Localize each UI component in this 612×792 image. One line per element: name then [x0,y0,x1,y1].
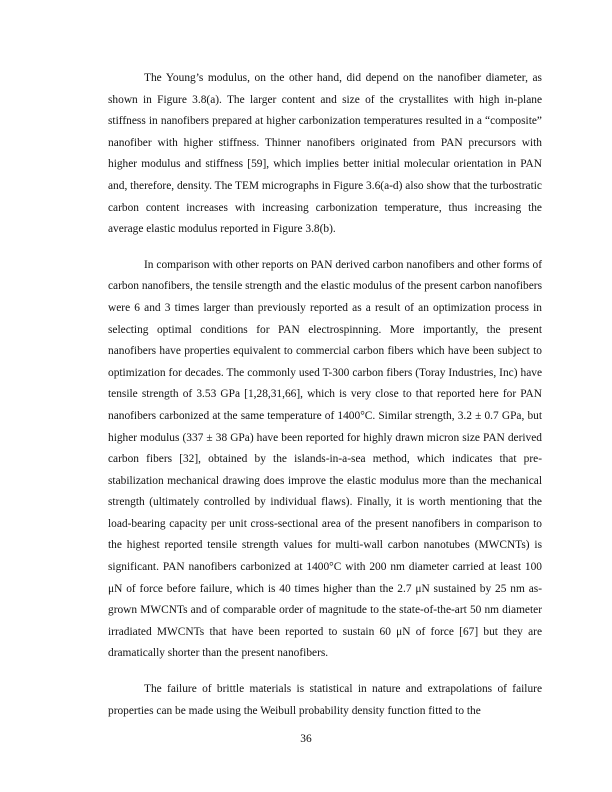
paragraph-comparison: In comparison with other reports on PAN derived carbon nanofibers and other forms of carbon nanofibers, the tensile strength and the elastic modulus of the present carbon nanofibers were 6 and 3 times larger than previously reported as a result of an optimization process in selecting optimal conditions for PAN electrospinning. More importantly, the present nanofibers have properties equivalent to commercial carbon fibers which have been subject to optimization for decades. The commonly used T-300 carbon fibers (Toray Industries, Inc) have tensile strength of 3.53 GPa [1,28,31,66], which is very close to that reported here for PAN nanofibers carbonized at the same temperature of 1400°C. Similar strength, 3.2 ± 0.7 GPa, but higher modulus (337 ± 38 GPa) have been reported for highly drawn micron size PAN derived carbon fibers [32], obtained by the islands-in-a-sea method, which indicates that pre-stabilization mechanical drawing does improve the elastic modulus more than the mechanical strength (ultimately controlled by individual flaws). Finally, it is worth mentioning that the load-bearing capacity per unit cross-sectional area of the present nanofibers in comparison to the highest reported tensile strength values for multi-wall carbon nanotubes (MWCNTs) is significant. PAN nanofibers carbonized at 1400°C with 200 nm diameter carried at least 100 μN of force before failure, which is 40 times higher than the 2.7 μN sustained by 25 nm as-grown MWCNTs and of comparable order of magnitude to the state-of-the-art 50 nm diameter irradiated MWCNTs that have been reported to sustain 60 μN of force [67] but they are dramatically shorter than the present nanofibers. [108,258,542,660]
paragraph-weibull: The failure of brittle materials is statistical in nature and extrapolations of failure properties can be made using the Weibull probability density function fitted to the [108,683,542,717]
paragraph-youngs-modulus: The Young’s modulus, on the other hand, did depend on the nanofiber diameter, as shown in Figure 3.8(a). The larger content and size of the crystallites with high in-plane stiffness in nanofibers prepared at higher carbonization temperatures resulted in a “composite” nanofiber with higher stiffness. Thinner nanofibers originated from PAN precursors with higher modulus and stiffness [59], which implies better initial molecular orientation in PAN and, therefore, density. The TEM micrographs in Figure 3.6(a-d) also show that the turbostratic carbon content increases with increasing carbonization temperature, thus increasing the average elastic modulus reported in Figure 3.8(b). [108,72,542,236]
page-number: 36 [300,733,312,745]
page-body [108,68,542,736]
